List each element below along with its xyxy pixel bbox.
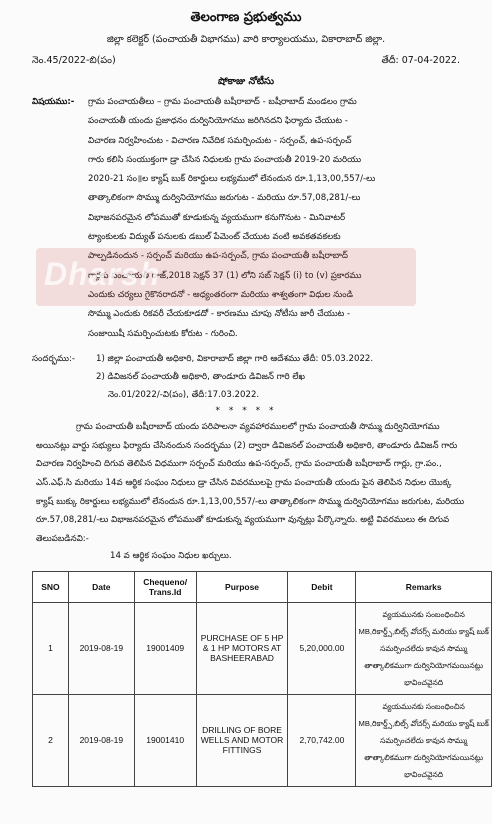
cell-remarks: వ్యయమునకు సంబంధించిన MB,రికార్డ్స్,బిల్స్ వోచర్స్ మరియు క్యాష్ బుక్ సమర్పించలేదు కావున సొమ్ము తాత్కాలికముగా దుర్వినియోగమయినట్లు భావించవైనది	[356, 602, 492, 694]
subject-line: గారు కలిసి సంయుక్తంగా డ్రా చేసిన నిధులకు గ్రామ పంచాయతీ 2019-20 మరియు	[88, 154, 362, 165]
subject-line: పంచాయతీ యందు ప్రజాధనం దుర్వినియోగము జరిగినదని ఫిర్యాదు చేయుట -	[88, 116, 348, 127]
header-sno: SNO	[33, 571, 69, 602]
watermark-logo	[36, 248, 416, 306]
cell-purpose: DRILLING OF BORE WELLS AND MOTOR FITTINGS	[196, 694, 288, 786]
body-paragraph: గ్రామ పంచాయతీ బషీరాబాద్ యందు పరిపాలనా వ్యవహారములలో గ్రామ పంచాయతీ సొమ్ము దుర్వినియోగము అయినట్లు వార్డు సభ్యులు ఫిర్యాదు చేసినందున సందర్భము (2) ద్వారా డివిజనల్ పంచాయతీ అధికారి, తాండూరు డివిజన్ గారు విచారణ నిర్వహించి దిగువ తెలిపిన విధముగా సర్పంచ్ మరియు ఉప-సర్పంచ్, గ్రామ పంచాయతీ బషీరాబాద్ గార్లు, గ్రా.పం., ఎస్.ఎఫ్.సి మరియు 14వ ఆర్థిక సంఘం నిధులు డ్రా చేసిన వివరములపై గ్రామ పంచాయతీ యందు పైన తెలిపిన నిధుల యొక్క క్యాష్ బుక్కు రికార్డులు లభ్యములో లేనందున రూ.1,13,00,557/-లు తాత్కాలికంగా సొమ్ము దుర్వినియోగము జరుగుట, మరియు రూ.57,08,281/-లు విభాజనపరమైన లోపముతో కూడుకున్న వ్యయముగా వున్నట్లు పేర్కొన్నారు. అట్టి వివరములు ఈ దిగువ తెలుపబడినవి:-	[36, 421, 465, 545]
cell-cheque: 19001410	[134, 694, 196, 786]
subject-line: ఎందుకు చర్యలు గైకొనరాదనో - అధ్యంతరంగా మరియు శాశ్వతంగా విధుల నుండి	[88, 289, 353, 300]
subject-line: 2020-21 సం॥ల క్యాష్ బుక్ రికార్డులు లభ్యములో లేనందున రూ.1,13,00,557/-లు	[88, 174, 376, 185]
subject-line: పాల్పడినందున - సర్పంచ్ మరియు ఉప-సర్పంచ్, గ్రామ పంచాయతీ బషీరాబాద్	[88, 251, 348, 262]
subject-line: గార్లకు పంచాయతీ రాజ్,2018 సెక్షన్ 37 (1) లోని సబ్ సెక్షన్ (i) to (v) ప్రకారము	[88, 270, 362, 281]
government-title: తెలంగాణ ప్రభుత్వము	[190, 10, 302, 25]
office-line: జిల్లా కలెక్టర్ (పంచాయతీ విభాగము) వారి కార్యాలయము, వికారాబాద్ జిల్లా.	[106, 34, 386, 45]
cell-debit: 2,70,742.00	[288, 694, 356, 786]
subject-block	[10, 93, 482, 344]
reference-item: 2) డివిజనల్ పంచాయతీ అధికారి, తాండూరు డివిజన్ గారి లేఖ	[96, 371, 305, 382]
subject-label: విషయము:-	[32, 97, 75, 107]
header-remarks: Remarks	[356, 571, 492, 602]
cell-cheque: 19001409	[134, 602, 196, 694]
subject-line: విచారణ నిర్వహించుట - విచారణ నివేదిక సమర్పించుట - సర్పంచ్, ఉప-సర్పంచ్	[88, 135, 352, 146]
cell-purpose: PURCHASE OF 5 HP & 1 HP MOTORS AT BASHEERABAD	[196, 602, 288, 694]
separator-stars: * * * * *	[215, 405, 277, 416]
cell-debit: 5,20,000.00	[288, 602, 356, 694]
references-block	[10, 350, 482, 404]
cell-sno: 1	[33, 602, 69, 694]
reference-number: నెం.45/2022-బి(పం)	[32, 55, 116, 66]
subject-line: విభాజనపరమైన లోపముతో కూడుకున్న వ్యయముగా కనుగొనుట - మినివాటర్	[88, 212, 346, 223]
cell-date: 2019-08-19	[68, 694, 134, 786]
subject-line: గ్రామ పంచాయతీలు – గ్రామ పంచాయతీ బషీరాబాద్ - బషీరాబాద్ మండలం గ్రామ	[88, 97, 357, 107]
reference-row	[10, 55, 482, 68]
cell-remarks: వ్యయమునకు సంబంధించిన MB,రికార్డ్స్,బిల్స్ వోచర్స్ మరియు క్యాష్ బుక్ సమర్పించలేదు కావున సొమ్ము తాత్కాలికముగా దుర్వినియోగమయినట్లు భావించవైనది	[356, 694, 492, 786]
table-header-row	[33, 571, 492, 602]
notice-title: షోకాజు నోటీసు	[217, 76, 274, 87]
header-cheque: Chequeno/ Trans.Id	[134, 571, 196, 602]
watermark-text: Dharsh	[44, 256, 161, 292]
table-row	[33, 602, 492, 694]
table-row	[33, 694, 492, 786]
table-subheading: 14 వ ఆర్థిక సంఘం నిధుల ఖర్చులు.	[110, 550, 232, 561]
subject-line: తాత్కాలికంగా సొమ్ము దుర్వినియోగము జరుగుట - మరియు రూ.57,08,281/-లు	[88, 193, 361, 204]
expenditure-table	[32, 571, 492, 787]
subject-line: సొమ్ము ఎందుకు రికవరీ చేయకూడదో - కారణము చూపు నోటీసు జారీ చేయుట -	[88, 309, 351, 320]
cell-date: 2019-08-19	[68, 602, 134, 694]
references-label: సందర్భము:-	[32, 353, 76, 364]
reference-item: 1) జిల్లా పంచాయతీ అధికారి, వికారాబాద్ జిల్లా గారి ఆదేశము తేదీ: 05.03.2022.	[96, 353, 374, 364]
subject-line: సంజాయిషీ సమర్పించుటకు కోరుట - గురించి.	[88, 328, 238, 339]
references-list	[96, 350, 482, 404]
subject-line: ట్యాంకులకు విద్యుత్ పనులకు డబుల్ పేమెంట్ చేయుట వంటి అవకతవకలకు	[88, 232, 341, 243]
cell-sno: 2	[33, 694, 69, 786]
header-date: Date	[68, 571, 134, 602]
document-date: తేదీ: 07-04-2022.	[381, 55, 460, 66]
header-debit: Debit	[288, 571, 356, 602]
header-purpose: Purpose	[196, 571, 288, 602]
subject-text	[88, 93, 482, 344]
reference-item: నెం.01/2022/-వి(పం), తేదీ:17.03.2022.	[108, 389, 260, 400]
